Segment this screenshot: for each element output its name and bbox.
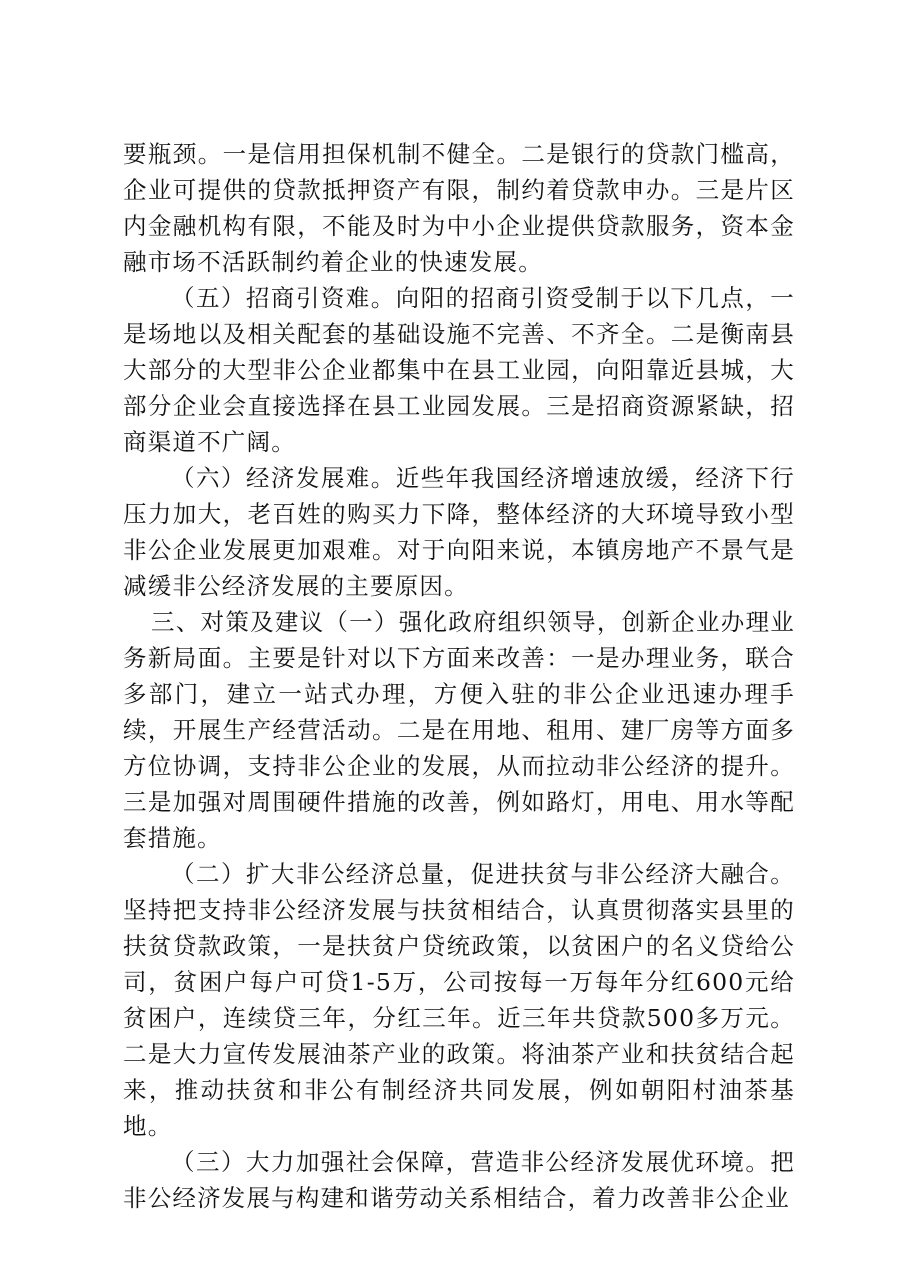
paragraph-investment-difficulty: （五）招商引资难。向阳的招商引资受制于以下几点，一是场地以及相关配套的基础设施不完善、不齐全。二是衡南县大部分的大型非公企业都集中在县工业园，向阳靠近县城，大部分企业会直接选择在县工业园发展。三是招商资源紧缺，招商渠道不广阔。 — [123, 284, 795, 456]
paragraph-countermeasures-one: 三、对策及建议（一）强化政府组织领导，创新企业办理业务新局面。主要是针对以下方面来改善：一是办理业务，联合多部门，建立一站式办理，方便入驻的非公企业迅速办理手续，开展生产经营活动。二是在用地、租用、建厂房等方面多方位协调，支持非公企业的发展，从而拉动非公经济的提升。三是加强对周围硬件措施的改善，例如路灯，用电、用水等配套措施。 — [123, 608, 795, 852]
paragraph-financing-bottleneck: 要瓶颈。一是信用担保机制不健全。二是银行的贷款门槛高，企业可提供的贷款抵押资产有限，制约着贷款申办。三是片区内金融机构有限，不能及时为中小企业提供贷款服务，资本金融市场不活跃制约着企业的快速发展。 — [123, 140, 795, 276]
paragraph-economic-difficulty: （六）经济发展难。近些年我国经济增速放缓，经济下行压力加大，老百姓的购买力下降，整体经济的大环境导致小型非公企业发展更加艰难。对于向阳来说，本镇房地产不景气是减缓非公经济发展的主要原因。 — [123, 464, 795, 600]
document-page — [123, 136, 795, 1216]
paragraph-countermeasures-three: （三）大力加强社会保障，营造非公经济发展优环境。把非公经济发展与构建和谐劳动关系相结合，着力改善非公企业 — [123, 1148, 795, 1212]
paragraph-countermeasures-two: （二）扩大非公经济总量，促进扶贫与非公经济大融合。坚持把支持非公经济发展与扶贫相结合，认真贯彻落实县里的扶贫贷款政策，一是扶贫户贷统政策，以贫困户的名义贷给公司，贫困户每户可贷1-5万，公司按每一万每年分红600元给贫困户，连续贷三年，分红三年。近三年共贷款500多万元。二是大力宣传发展油茶产业的政策。将油茶产业和扶贫结合起来，推动扶贫和非公有制经济共同发展，例如朝阳村油茶基地。 — [123, 860, 795, 1140]
